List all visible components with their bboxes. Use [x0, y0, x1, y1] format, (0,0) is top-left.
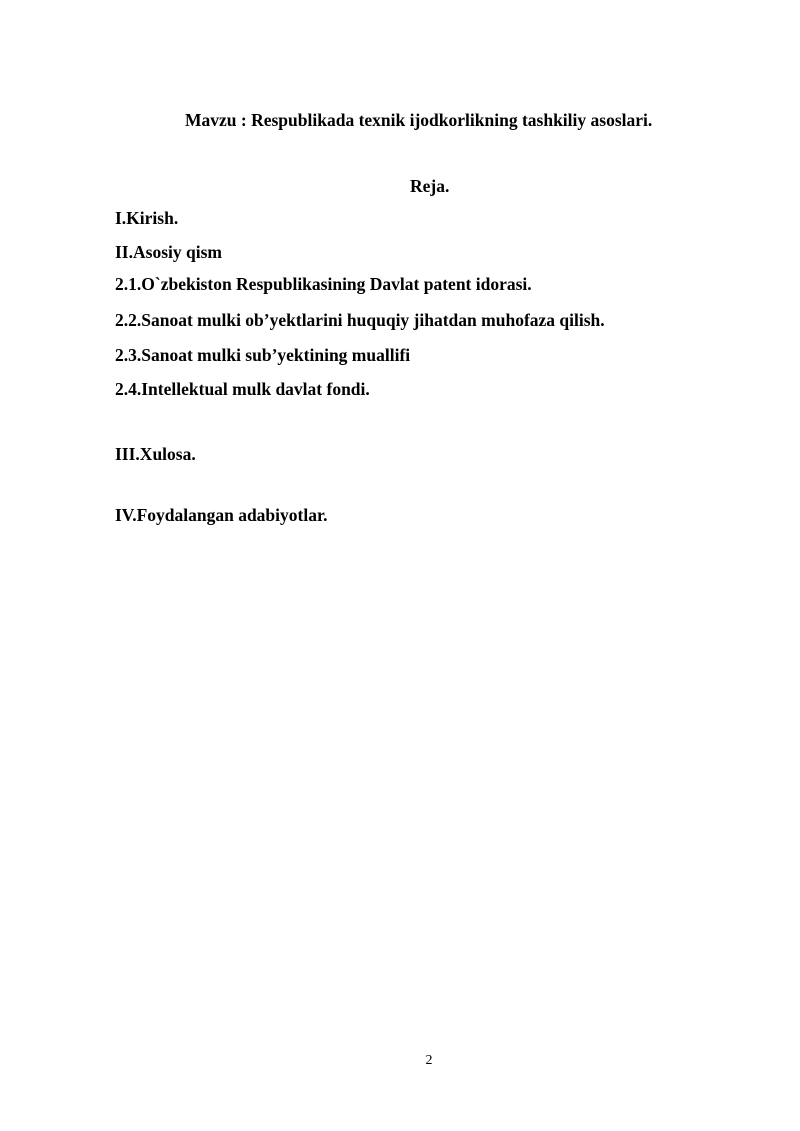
plan-item-main-part: II.Asosiy qism: [115, 242, 222, 262]
plan-item-references: IV.Foydalangan adabiyotlar.: [115, 505, 328, 525]
plan-item-2-3: 2.3.Sanoat mulki sub’yektining muallifi: [115, 345, 411, 365]
plan-item-2-1: 2.1.O`zbekiston Respublikasining Davlat patent idorasi.: [115, 274, 532, 294]
plan-item-conclusion: III.Xulosa.: [115, 444, 196, 464]
plan-item-2-2: 2.2.Sanoat mulki ob’yektlarini huquqiy jihatdan muhofaza qilish.: [115, 310, 605, 330]
page-number: 2: [425, 1053, 433, 1068]
plan-item-2-4: 2.4.Intellektual mulk davlat fondi.: [115, 379, 370, 399]
plan-heading: Reja.: [410, 176, 450, 196]
document-title: Mavzu : Respublikada texnik ijodkorlikning tashkiliy asoslari.: [185, 110, 653, 130]
plan-item-introduction: I.Kirish.: [115, 208, 179, 228]
